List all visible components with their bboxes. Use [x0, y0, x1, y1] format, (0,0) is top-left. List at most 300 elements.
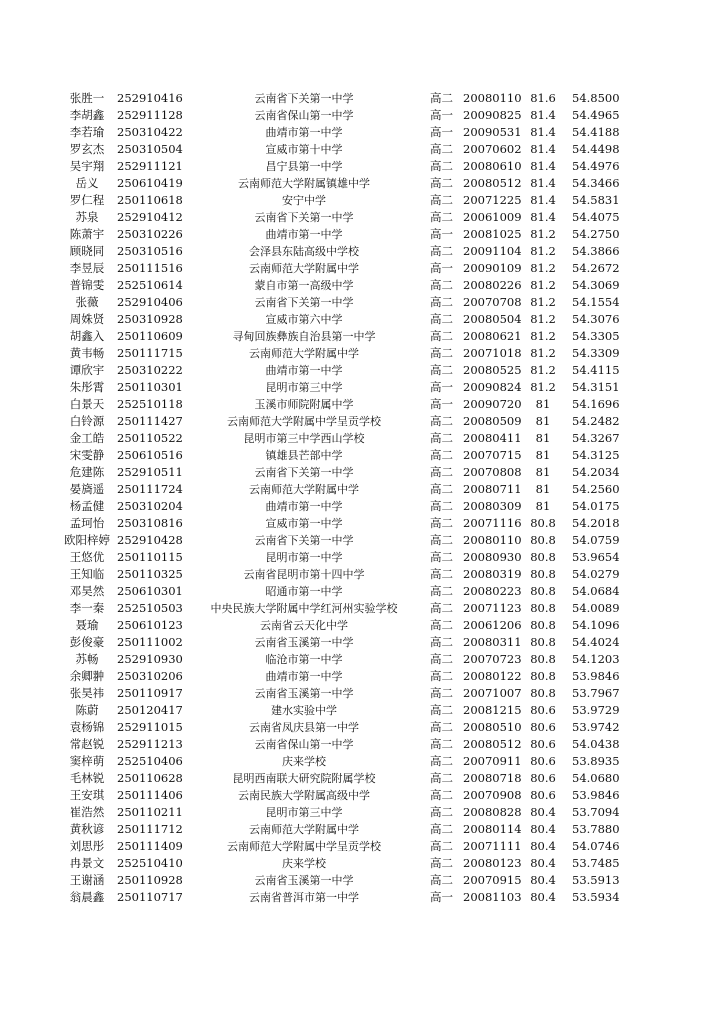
table-row: [0, 158, 708, 175]
cell-score: 81: [535, 499, 551, 513]
cell-id: 252910930: [117, 652, 183, 666]
cell-score: 80.8: [530, 567, 556, 581]
cell-final: 54.2672: [572, 261, 620, 275]
cell-score: 80.8: [530, 669, 556, 683]
cell-dob: 20080309: [463, 499, 522, 513]
cell-school: 云南师范大学附属中学呈贡学校: [227, 840, 381, 853]
cell-dob: 20080512: [463, 737, 522, 751]
table-row: [0, 294, 708, 311]
cell-id: 252911015: [117, 720, 183, 734]
cell-score: 81.2: [530, 227, 556, 241]
table-row: [0, 90, 708, 107]
cell-id: 252911128: [117, 108, 183, 122]
cell-name: 孟珂怡: [69, 516, 105, 530]
cell-school: 云南师范大学附属中学: [249, 483, 359, 496]
table-row: [0, 209, 708, 226]
cell-final: 54.0438: [572, 737, 620, 751]
cell-grade: 高二: [430, 295, 453, 309]
cell-final: 54.1696: [572, 397, 620, 411]
cell-grade: 高二: [430, 159, 453, 173]
cell-score: 81.4: [530, 210, 556, 224]
cell-grade: 高一: [430, 397, 453, 411]
cell-score: 81.4: [530, 176, 556, 190]
cell-final: 53.9846: [572, 669, 620, 683]
cell-name: 余卿翀: [69, 669, 105, 683]
cell-score: 81: [535, 448, 551, 462]
cell-grade: 高二: [430, 720, 453, 734]
cell-id: 250310204: [117, 499, 183, 513]
cell-dob: 20080110: [463, 533, 522, 547]
cell-school: 昆明市第一中学: [265, 551, 343, 564]
table-row: [0, 447, 708, 464]
cell-dob: 20071225: [463, 193, 522, 207]
cell-dob: 20080930: [463, 550, 522, 564]
cell-school: 云南师范大学附属中学: [249, 347, 359, 360]
cell-school: 云南省保山第一中学: [254, 738, 354, 751]
cell-id: 250110522: [117, 431, 183, 445]
cell-dob: 20080828: [463, 805, 522, 819]
cell-final: 53.7485: [572, 856, 620, 870]
cell-final: 54.2482: [572, 414, 620, 428]
cell-school: 曲靖市第一中学: [265, 670, 343, 683]
cell-final: 54.0684: [572, 584, 620, 598]
cell-score: 80.4: [530, 890, 556, 904]
cell-name: 杨孟健: [69, 499, 105, 513]
cell-school: 云南省下关第一中学: [254, 211, 354, 224]
cell-score: 80.6: [530, 788, 556, 802]
cell-id: 250310516: [117, 244, 183, 258]
cell-dob: 20081025: [463, 227, 522, 241]
cell-grade: 高二: [430, 533, 453, 547]
cell-grade: 高二: [430, 176, 453, 190]
table-row: [0, 328, 708, 345]
cell-name: 常赵锐: [69, 737, 105, 751]
cell-dob: 20071111: [463, 839, 522, 853]
cell-school: 云南师范大学附属镇雄中学: [238, 177, 370, 190]
cell-dob: 20080411: [463, 431, 522, 445]
cell-name: 白铃源: [69, 414, 105, 428]
cell-grade: 高二: [430, 584, 453, 598]
cell-name: 陈蔚: [75, 703, 99, 717]
cell-id: 250111715: [117, 346, 183, 360]
cell-name: 苏畅: [75, 652, 99, 666]
cell-name: 彭俊豪: [69, 635, 105, 649]
cell-score: 81.2: [530, 329, 556, 343]
cell-score: 80.8: [530, 584, 556, 598]
cell-id: 250310222: [117, 363, 183, 377]
table-row: [0, 736, 708, 753]
table-row: [0, 192, 708, 209]
cell-id: 250110917: [117, 686, 183, 700]
cell-school: 昆明市第三中学西山学校: [243, 432, 365, 445]
cell-id: 250111724: [117, 482, 183, 496]
cell-name: 宋雯静: [69, 448, 105, 462]
table-row: [0, 481, 708, 498]
cell-dob: 20080525: [463, 363, 522, 377]
cell-score: 81.2: [530, 363, 556, 377]
cell-name: 白景天: [69, 397, 105, 411]
cell-score: 81.2: [530, 380, 556, 394]
cell-school: 镇雄县芒部中学: [265, 449, 343, 462]
cell-final: 54.3466: [572, 176, 620, 190]
cell-id: 252911213: [117, 737, 183, 751]
cell-final: 54.4115: [572, 363, 620, 377]
cell-final: 53.7880: [572, 822, 620, 836]
cell-grade: 高二: [430, 601, 453, 615]
cell-name: 张昊祎: [69, 686, 105, 700]
cell-dob: 20061009: [463, 210, 522, 224]
cell-grade: 高二: [430, 703, 453, 717]
cell-dob: 20080509: [463, 414, 522, 428]
cell-final: 53.9846: [572, 788, 620, 802]
cell-name: 冉景文: [69, 856, 105, 870]
cell-score: 80.8: [530, 550, 556, 564]
table-row: [0, 668, 708, 685]
cell-grade: 高二: [430, 193, 453, 207]
cell-final: 53.9654: [572, 550, 620, 564]
cell-grade: 高二: [430, 754, 453, 768]
cell-final: 54.3069: [572, 278, 620, 292]
cell-dob: 20091104: [463, 244, 522, 258]
cell-grade: 高二: [430, 142, 453, 156]
table-row: [0, 583, 708, 600]
cell-name: 黄秋谚: [69, 822, 105, 836]
cell-name: 王谢涵: [69, 873, 105, 887]
cell-final: 53.5913: [572, 873, 620, 887]
cell-dob: 20080711: [463, 482, 522, 496]
table-row: [0, 838, 708, 855]
cell-id: 250111712: [117, 822, 183, 836]
cell-school: 云南省凤庆县第一中学: [249, 721, 359, 734]
cell-score: 80.8: [530, 601, 556, 615]
cell-grade: 高一: [430, 261, 453, 275]
cell-id: 252910412: [117, 210, 183, 224]
cell-name: 李一秦: [69, 601, 105, 615]
cell-name: 罗仁程: [69, 193, 105, 207]
cell-school: 宣威市第六中学: [265, 313, 343, 326]
cell-final: 54.1203: [572, 652, 620, 666]
cell-id: 250610419: [117, 176, 183, 190]
table-row: [0, 362, 708, 379]
cell-final: 53.9729: [572, 703, 620, 717]
cell-id: 250310422: [117, 125, 183, 139]
cell-dob: 20080226: [463, 278, 522, 292]
cell-id: 250310928: [117, 312, 183, 326]
cell-score: 80.6: [530, 703, 556, 717]
cell-score: 80.6: [530, 737, 556, 751]
cell-grade: 高二: [430, 652, 453, 666]
cell-score: 80.8: [530, 516, 556, 530]
cell-id: 250110618: [117, 193, 183, 207]
cell-name: 金工皓: [69, 431, 105, 445]
cell-school: 云南省下关第一中学: [254, 296, 354, 309]
cell-name: 岳义: [75, 176, 99, 190]
cell-school: 昆明市第三中学: [265, 381, 343, 394]
cell-school: 云南省云天化中学: [260, 619, 348, 632]
cell-final: 53.5934: [572, 890, 620, 904]
table-row: [0, 787, 708, 804]
cell-school: 云南省下关第一中学: [254, 466, 354, 479]
cell-school: 云南省下关第一中学: [254, 92, 354, 105]
cell-name: 罗玄杰: [69, 142, 105, 156]
cell-id: 250111406: [117, 788, 183, 802]
cell-grade: 高二: [430, 771, 453, 785]
cell-score: 80.6: [530, 754, 556, 768]
cell-grade: 高二: [430, 805, 453, 819]
table-row: [0, 719, 708, 736]
cell-final: 54.2034: [572, 465, 620, 479]
cell-score: 80.6: [530, 771, 556, 785]
cell-dob: 20090109: [463, 261, 522, 275]
cell-id: 250110928: [117, 873, 183, 887]
table-row: [0, 753, 708, 770]
cell-grade: 高二: [430, 414, 453, 428]
cell-school: 云南师范大学附属中学呈贡学校: [227, 415, 381, 428]
cell-school: 寻甸回族彝族自治县第一中学: [232, 330, 376, 343]
cell-school: 云南省普洱市第一中学: [249, 891, 359, 904]
cell-final: 53.7094: [572, 805, 620, 819]
cell-grade: 高二: [430, 516, 453, 530]
cell-final: 54.2018: [572, 516, 620, 530]
cell-school: 昭通市第一中学: [265, 585, 343, 598]
cell-id: 252510410: [117, 856, 183, 870]
cell-final: 54.0759: [572, 533, 620, 547]
cell-dob: 20080223: [463, 584, 522, 598]
cell-dob: 20080510: [463, 720, 522, 734]
cell-id: 250310226: [117, 227, 183, 241]
cell-name: 李昱辰: [69, 261, 105, 275]
cell-score: 80.8: [530, 533, 556, 547]
cell-id: 250111409: [117, 839, 183, 853]
cell-school: 会泽县东陆高级中学校: [249, 245, 359, 258]
cell-grade: 高二: [430, 669, 453, 683]
cell-name: 窦梓萌: [69, 754, 105, 768]
cell-name: 崔浩然: [69, 805, 105, 819]
cell-final: 54.4498: [572, 142, 620, 156]
cell-name: 毛林锐: [69, 771, 105, 785]
table-row: [0, 379, 708, 396]
cell-final: 54.4188: [572, 125, 620, 139]
cell-id: 250110628: [117, 771, 183, 785]
cell-final: 54.3267: [572, 431, 620, 445]
cell-score: 80.8: [530, 635, 556, 649]
cell-dob: 20070911: [463, 754, 522, 768]
cell-school: 中央民族大学附属中学红河州实验学校: [210, 602, 398, 615]
cell-final: 54.0175: [572, 499, 620, 513]
cell-final: 54.1554: [572, 295, 620, 309]
cell-final: 54.3076: [572, 312, 620, 326]
cell-dob: 20071007: [463, 686, 522, 700]
cell-name: 张薇: [75, 295, 99, 309]
table-row: [0, 464, 708, 481]
cell-score: 80.4: [530, 839, 556, 853]
cell-name: 李若瑜: [69, 125, 105, 139]
cell-id: 252510614: [117, 278, 183, 292]
cell-grade: 高二: [430, 278, 453, 292]
cell-score: 81: [535, 465, 551, 479]
cell-final: 54.5831: [572, 193, 620, 207]
cell-id: 250610516: [117, 448, 183, 462]
cell-name: 李胡鑫: [69, 108, 105, 122]
cell-score: 81: [535, 482, 551, 496]
cell-final: 54.4075: [572, 210, 620, 224]
table-row: [0, 413, 708, 430]
cell-score: 81.2: [530, 295, 556, 309]
cell-final: 53.9742: [572, 720, 620, 734]
cell-final: 54.2750: [572, 227, 620, 241]
cell-school: 云南省玉溪第一中学: [254, 874, 354, 887]
cell-dob: 20071018: [463, 346, 522, 360]
cell-dob: 20070715: [463, 448, 522, 462]
cell-grade: 高一: [430, 890, 453, 904]
table-row: [0, 770, 708, 787]
table-row: [0, 260, 708, 277]
cell-score: 81.2: [530, 346, 556, 360]
cell-dob: 20081103: [463, 890, 522, 904]
cell-name: 晏旖遥: [69, 482, 105, 496]
table-row: [0, 702, 708, 719]
cell-name: 刘思彤: [69, 839, 105, 853]
cell-dob: 20080512: [463, 176, 522, 190]
cell-final: 54.2560: [572, 482, 620, 496]
cell-grade: 高二: [430, 210, 453, 224]
cell-score: 81: [535, 397, 551, 411]
cell-grade: 高一: [430, 108, 453, 122]
cell-school: 云南省昆明市第十四中学: [243, 568, 365, 581]
cell-dob: 20090720: [463, 397, 522, 411]
cell-name: 王知临: [69, 567, 105, 581]
cell-dob: 20071116: [463, 516, 522, 530]
cell-grade: 高二: [430, 550, 453, 564]
table-row: [0, 430, 708, 447]
cell-final: 54.3305: [572, 329, 620, 343]
cell-id: 250111427: [117, 414, 183, 428]
table-row: [0, 804, 708, 821]
cell-name: 邓昊然: [69, 584, 105, 598]
cell-name: 普锦雯: [69, 278, 105, 292]
cell-school: 蒙自市第一高级中学: [254, 279, 354, 292]
cell-dob: 20080122: [463, 669, 522, 683]
cell-name: 王悠优: [69, 550, 105, 564]
cell-school: 曲靖市第一中学: [265, 126, 343, 139]
cell-score: 81: [535, 431, 551, 445]
cell-grade: 高一: [430, 380, 453, 394]
cell-id: 250610301: [117, 584, 183, 598]
cell-id: 250110325: [117, 567, 183, 581]
cell-final: 54.3309: [572, 346, 620, 360]
cell-dob: 20080610: [463, 159, 522, 173]
table-row: [0, 175, 708, 192]
table-row: [0, 634, 708, 651]
cell-score: 81.2: [530, 312, 556, 326]
table-row: [0, 532, 708, 549]
cell-final: 54.4976: [572, 159, 620, 173]
cell-school: 云南师范大学附属中学: [249, 262, 359, 275]
cell-id: 250110115: [117, 550, 183, 564]
table-row: [0, 821, 708, 838]
cell-dob: 20090824: [463, 380, 522, 394]
cell-score: 81.6: [530, 91, 556, 105]
cell-school: 曲靖市第一中学: [265, 364, 343, 377]
cell-school: 建水实验中学: [271, 704, 337, 717]
cell-dob: 20080114: [463, 822, 522, 836]
cell-name: 苏泉: [75, 210, 99, 224]
cell-dob: 20070915: [463, 873, 522, 887]
cell-id: 250120417: [117, 703, 183, 717]
cell-final: 53.7967: [572, 686, 620, 700]
cell-dob: 20080319: [463, 567, 522, 581]
cell-dob: 20061206: [463, 618, 522, 632]
table-row: [0, 311, 708, 328]
cell-grade: 高二: [430, 431, 453, 445]
cell-score: 80.4: [530, 822, 556, 836]
cell-final: 54.3125: [572, 448, 620, 462]
cell-grade: 高二: [430, 822, 453, 836]
cell-score: 80.4: [530, 873, 556, 887]
cell-grade: 高二: [430, 873, 453, 887]
cell-name: 袁杨锦: [69, 720, 105, 734]
cell-grade: 高二: [430, 499, 453, 513]
cell-grade: 高二: [430, 737, 453, 751]
cell-id: 252510503: [117, 601, 183, 615]
cell-school: 昆明市第三中学: [265, 806, 343, 819]
cell-name: 吴宇翔: [69, 159, 105, 173]
cell-school: 昌宁县第一中学: [265, 160, 343, 173]
table-row: [0, 345, 708, 362]
cell-final: 53.8935: [572, 754, 620, 768]
cell-grade: 高二: [430, 363, 453, 377]
cell-id: 252510406: [117, 754, 183, 768]
cell-dob: 20080718: [463, 771, 522, 785]
cell-final: 54.4024: [572, 635, 620, 649]
cell-dob: 20080311: [463, 635, 522, 649]
cell-grade: 高二: [430, 618, 453, 632]
cell-school: 云南师范大学附属中学: [249, 823, 359, 836]
cell-id: 250610123: [117, 618, 183, 632]
cell-school: 宣威市第十中学: [265, 143, 343, 156]
cell-final: 54.3866: [572, 244, 620, 258]
cell-grade: 高二: [430, 244, 453, 258]
cell-id: 250310816: [117, 516, 183, 530]
cell-score: 80.8: [530, 618, 556, 632]
table-row: [0, 600, 708, 617]
table-row: [0, 889, 708, 906]
cell-name: 聂瑜: [75, 618, 99, 632]
cell-grade: 高二: [430, 329, 453, 343]
table-row: [0, 498, 708, 515]
cell-grade: 高二: [430, 856, 453, 870]
cell-school: 宣威市第一中学: [265, 517, 343, 530]
table-row: [0, 226, 708, 243]
cell-school: 玉溪市师院附属中学: [254, 398, 354, 411]
cell-final: 54.0279: [572, 567, 620, 581]
cell-id: 252910416: [117, 91, 183, 105]
cell-school: 曲靖市第一中学: [265, 228, 343, 241]
cell-id: 250310504: [117, 142, 183, 156]
cell-id: 252910428: [117, 533, 183, 547]
cell-score: 81.4: [530, 159, 556, 173]
cell-name: 欧阳梓婷: [64, 533, 110, 547]
cell-school: 庆来学校: [282, 755, 326, 768]
table-row: [0, 651, 708, 668]
cell-name: 顾晓同: [69, 244, 105, 258]
results-table: [0, 90, 708, 906]
table-row: [0, 855, 708, 872]
cell-id: 252510118: [117, 397, 183, 411]
cell-final: 54.0680: [572, 771, 620, 785]
cell-school: 临沧市第一中学: [265, 653, 343, 666]
cell-id: 250111002: [117, 635, 183, 649]
